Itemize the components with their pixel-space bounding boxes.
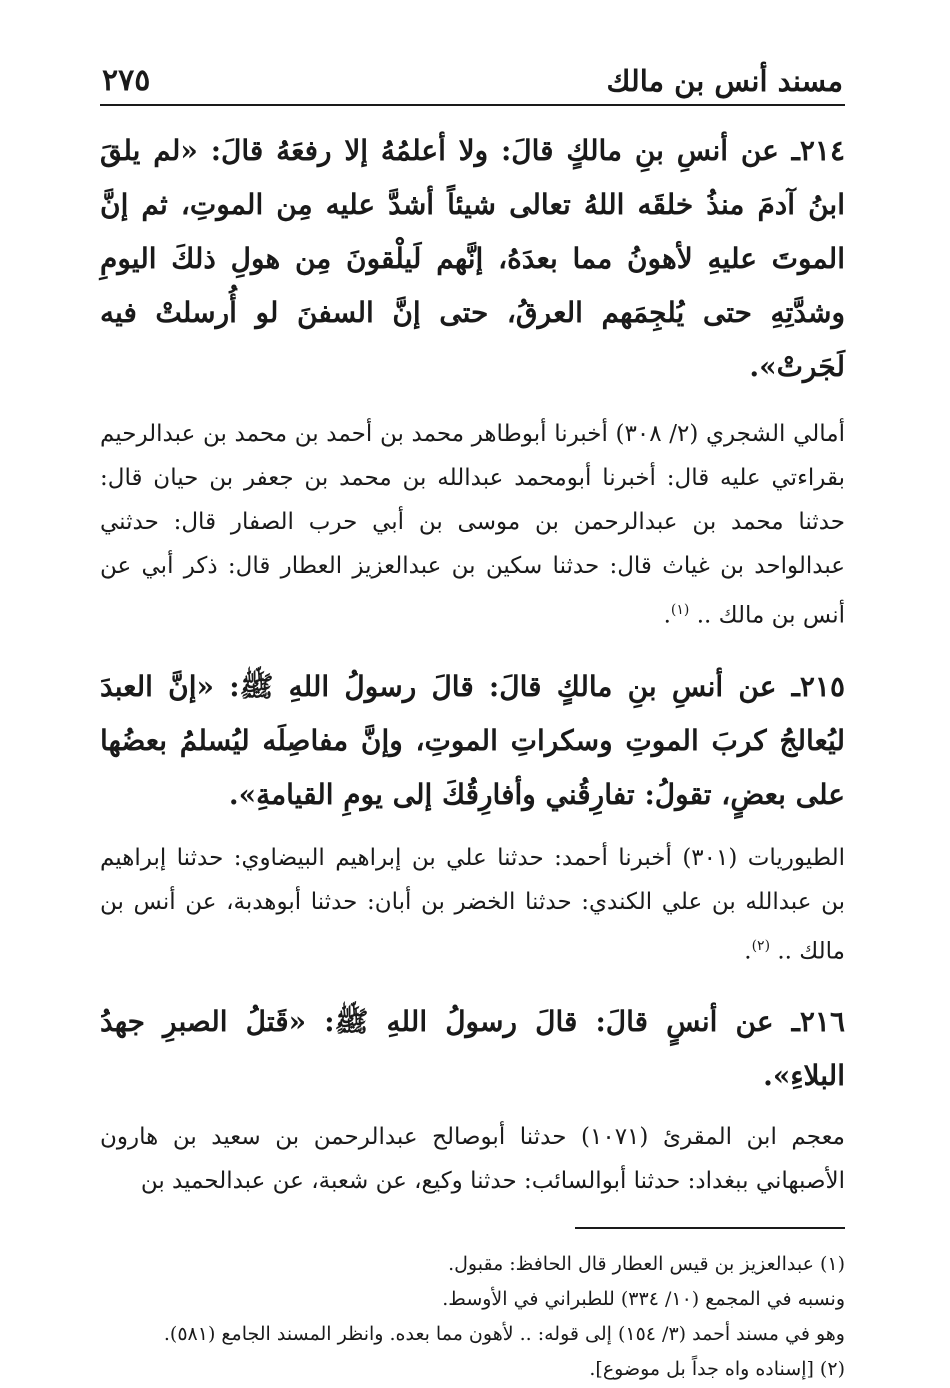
- book-page: [100, 62, 845, 1387]
- hadith-text: ٢١٥ـ عن أنسِ بنِ مالكٍ قالَ: قالَ رسولُ اللهِ ﷺ: «إنَّ العبدَ ليُعالجُ كربَ الموتِ وسكراتِ الموتِ، وإنَّ مفاصِلَه ليُسلمُ بعضُها على بعضٍ، تقولُ: تفارِقُني وأفارِقُكَ إلى يومِ القيامةِ».: [100, 669, 845, 811]
- page-number: ٢٧٥: [102, 63, 151, 98]
- hadith-source: [100, 1115, 845, 1203]
- hadith-block-215: [100, 660, 845, 974]
- header-rule: [100, 104, 845, 106]
- hadith-source: الطيوريات (٣٠١) أخبرنا أحمد: حدثنا علي بن إبراهيم البيضاوي: حدثنا إبراهيم بن عبدالله بن علي الكندي: حدثنا الخضر بن أبان: حدثنا أبوهدبة، عن أنس بن مالك .. $^{(٢)}$.: [100, 844, 845, 965]
- footnote-marker[interactable]: (٢): [751, 937, 771, 954]
- footnotes: [100, 1247, 845, 1387]
- footnote-line: (١) عبدالعزيز بن قيس العطار قال الحافظ: مقبول.: [448, 1253, 845, 1276]
- hadith-block-214: [100, 124, 845, 638]
- source-text: معجم ابن المقرئ (١٠٧١) حدثنا أبوصالح عبدالرحمن بن سعيد بن هارون الأصبهاني ببغداد: حدثنا أبوالسائب: حدثنا وكيع، عن شعبة، عن عبدالحميد بن: [100, 1124, 845, 1195]
- footnote-line: ونسبه في المجمع (١٠/ ٣٣٤) للطبراني في الأوسط.: [442, 1288, 845, 1311]
- footnote-rule: [575, 1227, 845, 1229]
- hadith-text: ٢١٦ـ عن أنسٍ قالَ: قالَ رسولُ اللهِ ﷺ: «قَتلُ الصبرِ جهدُ البلاءِ».: [100, 1005, 845, 1093]
- source-text: الطيوريات (٣٠١) أخبرنا أحمد: حدثنا علي بن إبراهيم البيضاوي: حدثنا إبراهيم بن عبدالله بن علي الكندي: حدثنا الخضر بن أبان: حدثنا أبوهدبة، عن أنس بن مالك ..: [100, 844, 845, 965]
- running-title: مسند أنس بن مالك: [606, 64, 843, 98]
- source-text: أمالي الشجري (٢/ ٣٠٨) أخبرنا أبوطاهر محمد بن أحمد بن محمد بن عبدالرحيم بقراءتي عليه قال: أخبرنا أبومحمد عبدالله بن محمد بن جعفر بن حيان قال: حدثنا محمد بن عبدالرحمن بن موسى بن أبي حرب الصفار قال: حدثني عبدالواحد بن غياث قال: حدثنا سكين بن عبدالعزيز العطار قال: ذكر أبي عن أنس بن مالك ..: [100, 421, 846, 629]
- hadith-text: ٢١٤ـ عن أنسِ بنِ مالكٍ قالَ: ولا أعلمُهُ إلا رفعَهُ قالَ: «لم يلقَ ابنُ آدمَ منذُ خلقَه اللهُ تعالى شيئاً أشدَّ عليه مِن الموتِ، ثم إنَّ الموتَ عليهِ لأهونُ مما بعدَهُ، إنَّهم لَيلْقونَ مِن هولِ ذلكَ اليومِ وشدَّتِهِ حتى يُلجِمَهم العرقُ، حتى إنَّ السفنَ لو أُرسلتْ فيه لَجَرتْ».: [100, 134, 845, 383]
- footnote-marker[interactable]: (١): [670, 602, 690, 618]
- footnote-line: (٢) [إسناده واه جداً بل موضوع].: [589, 1358, 845, 1381]
- hadith-source: أمالي الشجري (٢/ ٣٠٨) أخبرنا أبوطاهر محمد بن أحمد بن محمد بن عبدالرحيم بقراءتي عليه قال: أخبرنا أبومحمد عبدالله بن محمد بن جعفر بن حيان قال: حدثنا محمد بن عبدالرحمن بن موسى بن أبي حرب الصفار قال: حدثني عبدالواحد بن غياث قال: حدثنا سكين بن عبدالعزيز العطار قال: ذكر أبي عن أنس بن مالك .. $^{(١)}$.: [100, 421, 846, 629]
- footnote-line: وهو في مسند أحمد (٣/ ١٥٤) إلى قوله: .. لأهون مما بعده. وانظر المسند الجامع (٥٨١).: [163, 1323, 845, 1346]
- hadith-block-216: [100, 995, 845, 1203]
- running-header: [100, 62, 845, 104]
